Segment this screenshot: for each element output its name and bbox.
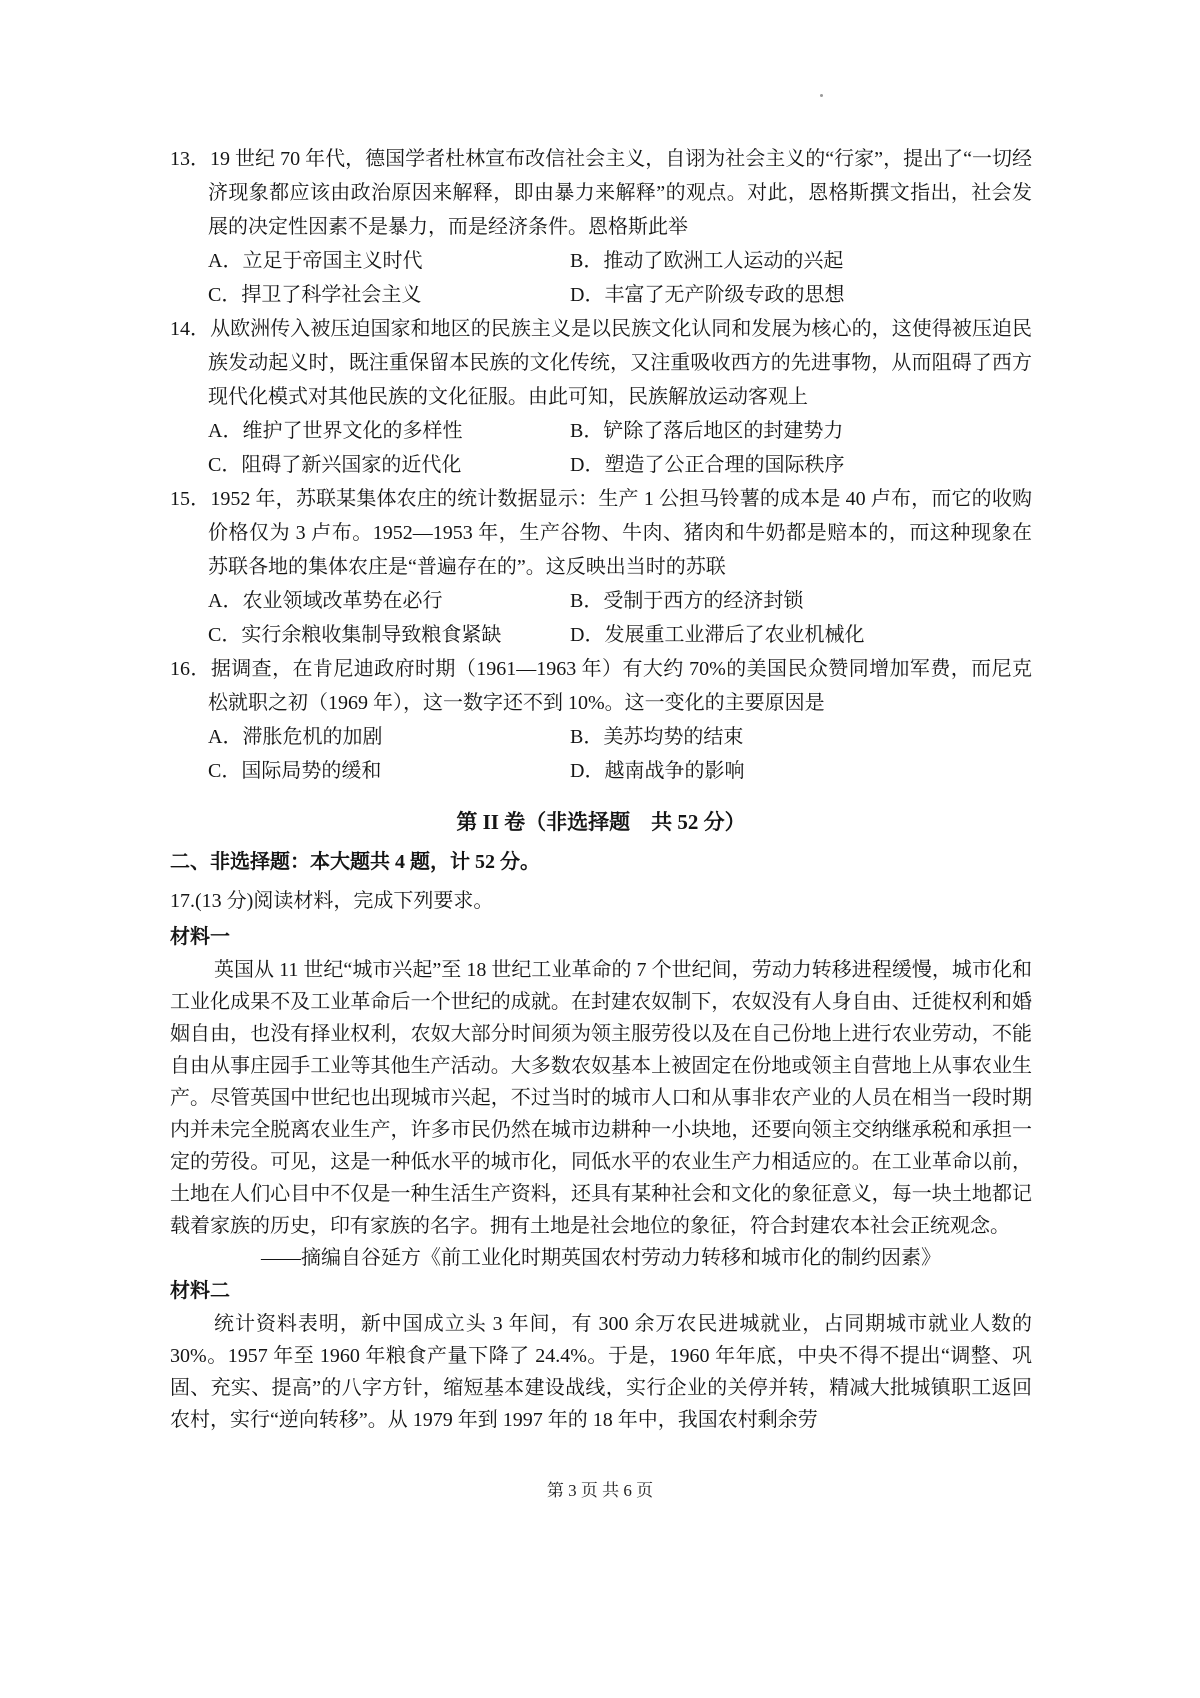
material-2-text: 统计资料表明，新中国成立头 3 年间，有 300 余万农民进城就业，占同期城市就业人数的 30%。1957 年至 1960 年粮食产量下降了 24.4%。于是，1960 年年底，中央不得不提出“调整、巩固、充实、提高”的八字方针，缩短基本建设战线，实行企业的关停并转，精减大批城镇职工返回农村，实行“逆向转移”。从 1979 年到 1997 年的 18 年中，我国农村剩余劳 [170,1313,1032,1431]
option-text: 越南战争的影响 [604,760,745,782]
option-text: 实行余粮收集制导致粮食紧缺 [241,624,502,646]
question-14-options [208,414,1032,482]
option-label: B． [570,590,604,612]
option-label: D． [570,624,605,646]
option-d [570,448,1032,482]
option-d [570,754,1032,788]
option-label: D． [570,760,605,782]
question-15-stem [170,482,1032,584]
option-d [570,618,1032,652]
question-text: 19 世纪 70 年代，德国学者杜林宣布改信社会主义，自诩为社会主义的“行家”，提出了“一切经济现象都应该由政治原因来解释，即由暴力来解释”的观点。对此，恩格斯撰文指出，社会发展的决定性因素不是暴力，而是经济条件。恩格斯此举 [208,148,1033,238]
option-label: B． [570,420,604,442]
option-label: C． [208,760,242,782]
option-text: 维护了世界文化的多样性 [242,420,463,442]
option-text: 滞胀危机的加剧 [242,726,383,748]
part-ii-subtitle: 二、非选择题：本大题共 4 题，计 52 分。 [170,851,540,873]
option-label: B． [570,726,604,748]
option-label: A． [208,590,243,612]
option-a [208,244,570,278]
question-14-stem [170,312,1032,414]
option-label: B． [570,250,604,272]
option-label: C． [208,284,242,306]
option-row [208,414,1032,448]
option-label: A． [208,420,243,442]
option-row [208,618,1032,652]
question-16-options [208,720,1032,788]
question-16-stem [170,652,1032,720]
option-text: 美苏均势的结束 [603,726,744,748]
option-row [208,584,1032,618]
question-number: 16． [170,658,211,680]
question-15 [170,482,1032,652]
option-text: 推动了欧洲工人运动的兴起 [603,250,844,272]
option-label: D． [570,454,605,476]
question-text: 1952 年，苏联某集体农庄的统计数据显示：生产 1 公担马铃薯的成本是 40 卢布，而它的收购价格仅为 3 卢布。1952—1953 年，生产谷物、牛肉、猪肉和牛奶都是赔本的，而这种现象在苏联各地的集体农庄是“普遍存在的”。这反映出当时的苏联 [208,488,1033,578]
question-13 [170,142,1032,312]
option-row [208,754,1032,788]
question-number: 14． [170,318,211,340]
option-row [208,244,1032,278]
option-text: 丰富了无产阶级专政的思想 [604,284,845,306]
question-17 [170,882,1032,1436]
option-row [208,278,1032,312]
question-number: 13． [170,148,211,170]
option-a [208,584,570,618]
option-text: 国际局势的缓和 [241,760,382,782]
scan-artifact-dot [820,94,823,97]
option-b [570,244,1032,278]
option-b [570,414,1032,448]
question-15-options [208,584,1032,652]
option-c [208,754,570,788]
option-text: 塑造了公正合理的国际秩序 [604,454,845,476]
option-text: 铲除了落后地区的封建势力 [603,420,844,442]
option-text: 立足于帝国主义时代 [242,250,423,272]
material-1-text: 英国从 11 世纪“城市兴起”至 18 世纪工业革命的 7 个世纪间，劳动力转移进程缓慢，城市化和工业化成果不及工业革命后一个世纪的成就。在封建农奴制下，农奴没有人身自由、迁徙权利和婚姻自由，也没有择业权利，农奴大部分时间须为领主服劳役以及在自己份地上进行农业劳动，不能自由从事庄园手工业等其他生产活动。大多数农奴基本上被固定在份地或领主自营地上从事农业生产。尽管英国中世纪也出现城市兴起，不过当时的城市人口和从事非农产业的人员在相当一段时期内并未完全脱离农业生产，许多市民仍然在城市边耕种一小块地，还要向领主交纳继承税和承担一定的劳役。可见，这是一种低水平的城市化，同低水平的农业生产力相适应的。在工业革命以前，土地在人们心目中不仅是一种生活生产资料，还具有某种社会和文化的象征意义，每一块土地都记载着家族的历史，印有家族的名字。拥有土地是社会地位的象征，符合封建农本社会正统观念。 [170,959,1032,1237]
option-c [208,448,570,482]
option-row [208,720,1032,754]
question-text: 从欧洲传入被压迫国家和地区的民族主义是以民族文化认同和发展为核心的，这使得被压迫民族发动起义时，既注重保留本民族的文化传统，又注重吸收西方的先进事物，从而阻碍了西方现代化模式对其他民族的文化征服。由此可知，民族解放运动客观上 [208,318,1033,408]
option-text: 农业领域改革势在必行 [242,590,443,612]
option-d [570,278,1032,312]
option-text: 捍卫了科学社会主义 [241,284,422,306]
option-c [208,278,570,312]
material-2-label: 材料二 [170,1280,230,1302]
option-row [208,448,1032,482]
question-13-stem [170,142,1032,244]
question-text: 据调查，在肯尼迪政府时期（1961—1963 年）有大约 70%的美国民众赞同增加军费，而尼克松就职之初（1969 年），这一数字还不到 10%。这一变化的主要原因是 [208,658,1033,714]
option-c [208,618,570,652]
page-number: 第 3 页 共 6 页 [546,1481,654,1500]
option-text: 阻碍了新兴国家的近代化 [241,454,462,476]
option-b [570,720,1032,754]
option-b [570,584,1032,618]
option-label: A． [208,250,243,272]
option-text: 受制于西方的经济封锁 [603,590,804,612]
material-1-source: ——摘编自谷延方《前工业化时期英国农村劳动力转移和城市化的制约因素》 [261,1247,941,1269]
question-number: 15． [170,488,211,510]
part-ii-title: 第 II 卷（非选择题 共 52 分） [456,810,746,834]
option-label: C． [208,454,242,476]
question-13-options [208,244,1032,312]
option-text: 发展重工业滞后了农业机械化 [604,624,865,646]
option-a [208,414,570,448]
option-a [208,720,570,754]
question-16 [170,652,1032,788]
option-label: A． [208,726,243,748]
material-1-label: 材料一 [170,926,230,948]
question-14 [170,312,1032,482]
option-label: C． [208,624,242,646]
question-17-intro: 17.(13 分)阅读材料，完成下列要求。 [170,890,494,912]
option-label: D． [570,284,605,306]
